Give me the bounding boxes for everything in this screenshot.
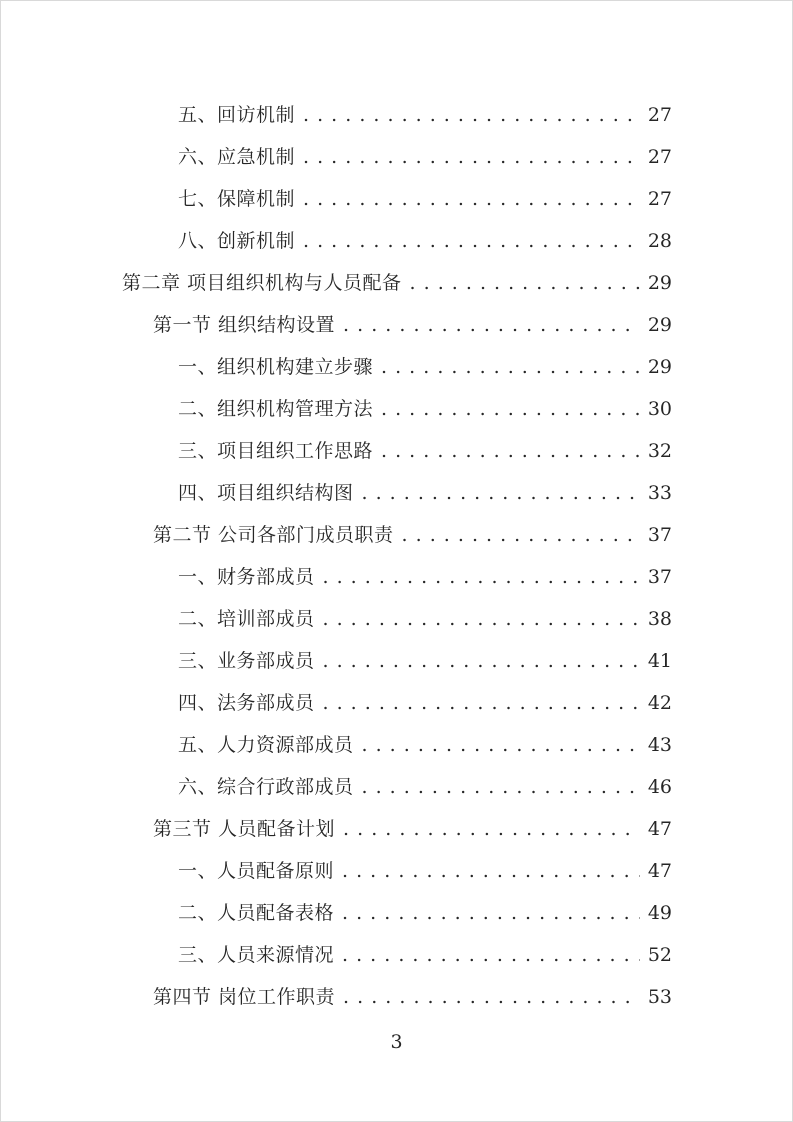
toc-entry-page-number: 47 [647,818,672,840]
toc-dot-leader [323,598,640,640]
toc-entry-page-number: 29 [647,272,672,294]
toc-entry-label: 第四节 岗位工作职责 [153,986,336,1008]
footer-page-number: 3 [390,1031,403,1053]
table-of-contents [122,94,672,1018]
toc-entry-page-number: 32 [647,440,672,462]
toc-entry-page-number: 28 [647,230,672,252]
toc-entry-page-number: 27 [647,146,672,168]
toc-entry-section[interactable] [122,976,672,1018]
toc-entry-label: 三、人员来源情况 [178,944,335,966]
toc-entry-item[interactable] [122,934,672,976]
toc-entry-item[interactable] [122,178,672,220]
toc-entry-item[interactable] [122,94,672,136]
toc-entry-page-number: 33 [647,482,672,504]
toc-entry-item[interactable] [122,388,672,430]
toc-entry-label: 一、财务部成员 [178,566,315,588]
toc-entry-page-number: 43 [647,734,672,756]
toc-dot-leader [381,388,640,430]
toc-entry-page-number: 52 [647,944,672,966]
toc-entry-item[interactable] [122,640,672,682]
toc-entry-label: 一、组织机构建立步骤 [178,356,374,378]
toc-dot-leader [342,934,640,976]
toc-entry-item[interactable] [122,766,672,808]
toc-entry-label: 二、培训部成员 [178,608,315,630]
toc-entry-label: 六、综合行政部成员 [178,776,354,798]
toc-dot-leader [343,304,640,346]
toc-entry-item[interactable] [122,430,672,472]
toc-dot-leader [362,766,640,808]
toc-dot-leader [303,178,640,220]
toc-entry-page-number: 37 [647,566,672,588]
toc-entry-page-number: 27 [647,188,672,210]
toc-entry-page-number: 41 [647,650,672,672]
toc-entry-label: 四、法务部成员 [178,692,315,714]
toc-entry-page-number: 49 [647,902,672,924]
toc-entry-section[interactable] [122,808,672,850]
toc-entry-item[interactable] [122,682,672,724]
toc-entry-page-number: 29 [647,314,672,336]
toc-entry-label: 三、业务部成员 [178,650,315,672]
toc-entry-label: 一、人员配备原则 [178,860,335,882]
toc-dot-leader [342,850,640,892]
toc-entry-label: 二、组织机构管理方法 [178,398,374,420]
page-footer [1,1029,792,1055]
toc-entry-page-number: 53 [647,986,672,1008]
toc-entry-label: 第三节 人员配备计划 [153,818,336,840]
toc-entry-chapter[interactable] [122,262,672,304]
toc-dot-leader [381,346,640,388]
toc-entry-label: 三、项目组织工作思路 [178,440,374,462]
toc-entry-item[interactable] [122,850,672,892]
toc-entry-page-number: 38 [647,608,672,630]
toc-entry-label: 四、项目组织结构图 [178,482,354,504]
toc-dot-leader [362,724,640,766]
toc-dot-leader [303,220,640,262]
toc-dot-leader [410,262,640,304]
toc-dot-leader [303,136,640,178]
toc-dot-leader [402,514,640,556]
toc-entry-label: 二、人员配备表格 [178,902,335,924]
toc-dot-leader [323,682,640,724]
toc-entry-page-number: 29 [647,356,672,378]
toc-entry-item[interactable] [122,598,672,640]
toc-entry-item[interactable] [122,556,672,598]
toc-entry-page-number: 30 [647,398,672,420]
toc-dot-leader [323,556,640,598]
toc-entry-page-number: 37 [647,524,672,546]
toc-entry-section[interactable] [122,514,672,556]
toc-dot-leader [381,430,640,472]
toc-entry-label: 第二节 公司各部门成员职责 [153,524,394,546]
toc-entry-label: 六、应急机制 [178,146,296,168]
toc-entry-label: 第一节 组织结构设置 [153,314,336,336]
toc-entry-label: 第二章 项目组织机构与人员配备 [122,272,402,294]
toc-entry-section[interactable] [122,304,672,346]
toc-dot-leader [343,976,640,1018]
toc-entry-page-number: 42 [647,692,672,714]
toc-entry-page-number: 27 [647,104,672,126]
toc-entry-item[interactable] [122,220,672,262]
toc-entry-label: 五、回访机制 [178,104,296,126]
toc-entry-item[interactable] [122,346,672,388]
toc-entry-item[interactable] [122,892,672,934]
toc-entry-item[interactable] [122,472,672,514]
toc-dot-leader [323,640,640,682]
toc-entry-item[interactable] [122,724,672,766]
toc-entry-page-number: 47 [647,860,672,882]
toc-dot-leader [342,892,640,934]
toc-entry-page-number: 46 [647,776,672,798]
toc-entry-label: 八、创新机制 [178,230,296,252]
toc-entry-label: 七、保障机制 [178,188,296,210]
toc-entry-label: 五、人力资源部成员 [178,734,354,756]
toc-entry-item[interactable] [122,136,672,178]
toc-dot-leader [362,472,640,514]
toc-dot-leader [303,94,640,136]
toc-dot-leader [343,808,640,850]
